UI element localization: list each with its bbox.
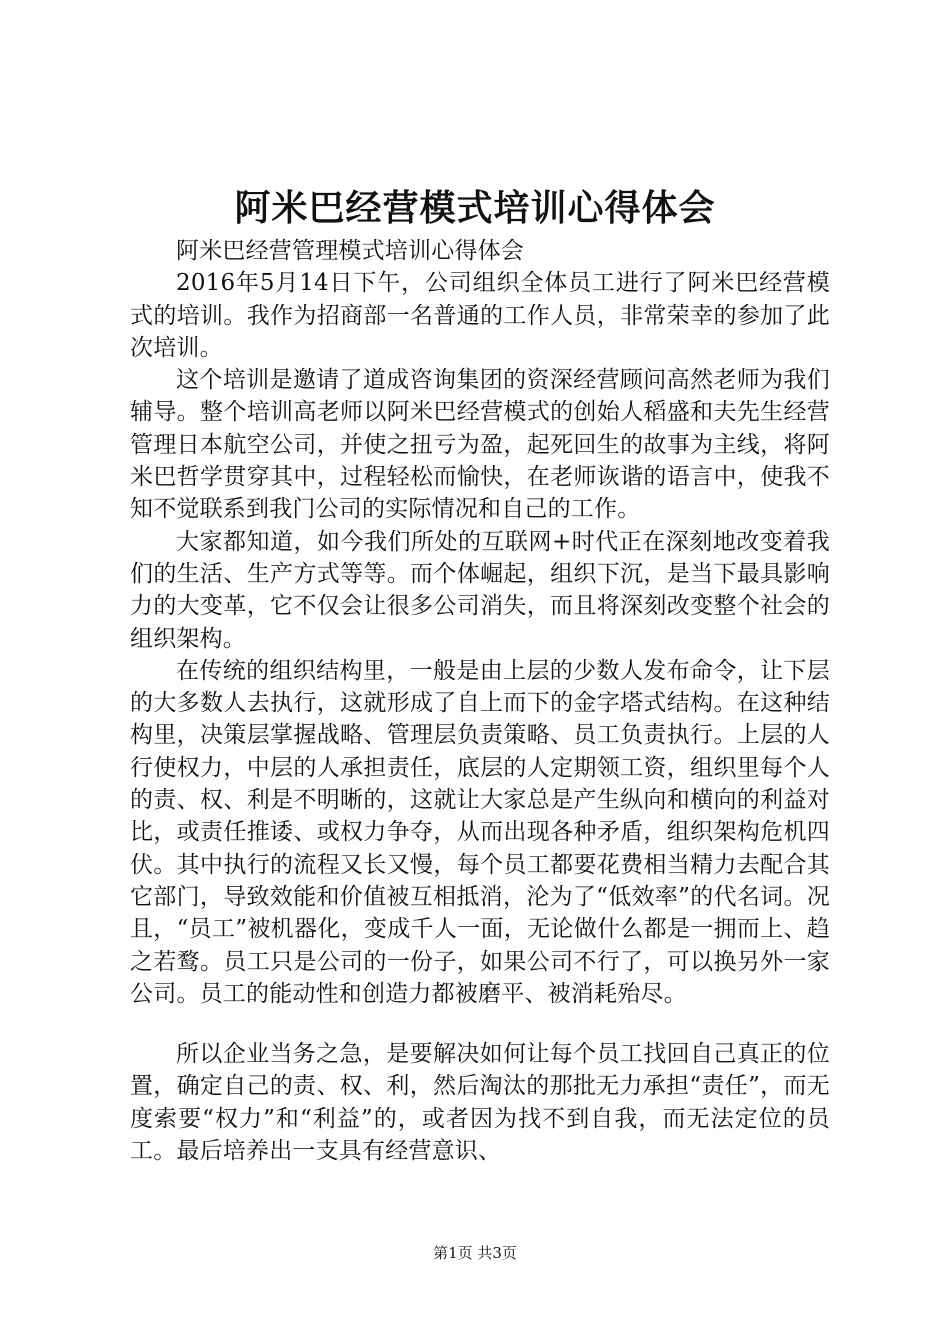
paragraph-4: 在传统的组织结构里，一般是由上层的少数人发布命令，让下层的大多数人去执行，这就形成了自上而下的金字塔式结构。在这种结构里，决策层掌握战略、管理层负责策略、员工负责执行。上层的人行使权力，中层的人承担责任，底层的人定期领工资，组织里每个人的责、权、利是不明晰的，这就让大家总是产生纵向和横向的利益对比，或责任推诿、或权力争夺，从而出现各种矛盾，组织架构危机四伏。其中执行的流程又长又慢，每个员工都要花费相当精力去配合其它部门，导致效能和价值被互相抵消，沦为了“低效率”的代名词。况且，“员工”被机器化，变成千人一面，无论做什么都是一拥而上、趋之若鹜。员工只是公司的一份子，如果公司不行了，可以换另外一家公司。员工的能动性和创造力都被磨平、被消耗殆尽。 <box>130 657 830 1007</box>
paragraph-1: 2016年5月14日下午，公司组织全体员工进行了阿米巴经营模式的培训。我作为招商部一名普通的工作人员，非常荣幸的参加了此次培训。 <box>130 270 830 361</box>
paragraph-2: 这个培训是邀请了道成咨询集团的资深经营顾问高然老师为我们辅导。整个培训高老师以阿米巴经营模式的创始人稻盛和夫先生经营管理日本航空公司，并使之扭亏为盈，起死回生的故事为主线，将阿米巴哲学贯穿其中，过程轻松而愉快，在老师诙谐的语言中，使我不知不觉联系到我门公司的实际情况和自己的工作。 <box>130 367 830 523</box>
document-subtitle: 阿米巴经营管理模式培训心得体会 <box>176 238 524 264</box>
paragraph-3: 大家都知道，如今我们所处的互联网+时代正在深刻地改变着我们的生活、生产方式等等。而个体崛起，组织下沉，是当下最具影响力的大变革，它不仅会让很多公司消失，而且将深刻改变整个社会的组织架构。 <box>130 528 830 652</box>
paragraph-5: 所以企业当务之急，是要解决如何让每个员工找回自己真正的位置，确定自己的责、权、利，然后淘汰的那批无力承担“责任”，而无度索要“权力”和“利益”的，或者因为找不到自我，而无法定位的员工。最后培养出一支具有经营意识、 <box>130 1041 830 1165</box>
document-title: 阿米巴经营模式培训心得体会 <box>234 187 716 229</box>
page-number: 第1页 共3页 <box>433 1244 517 1262</box>
document-body <box>130 235 830 1167</box>
